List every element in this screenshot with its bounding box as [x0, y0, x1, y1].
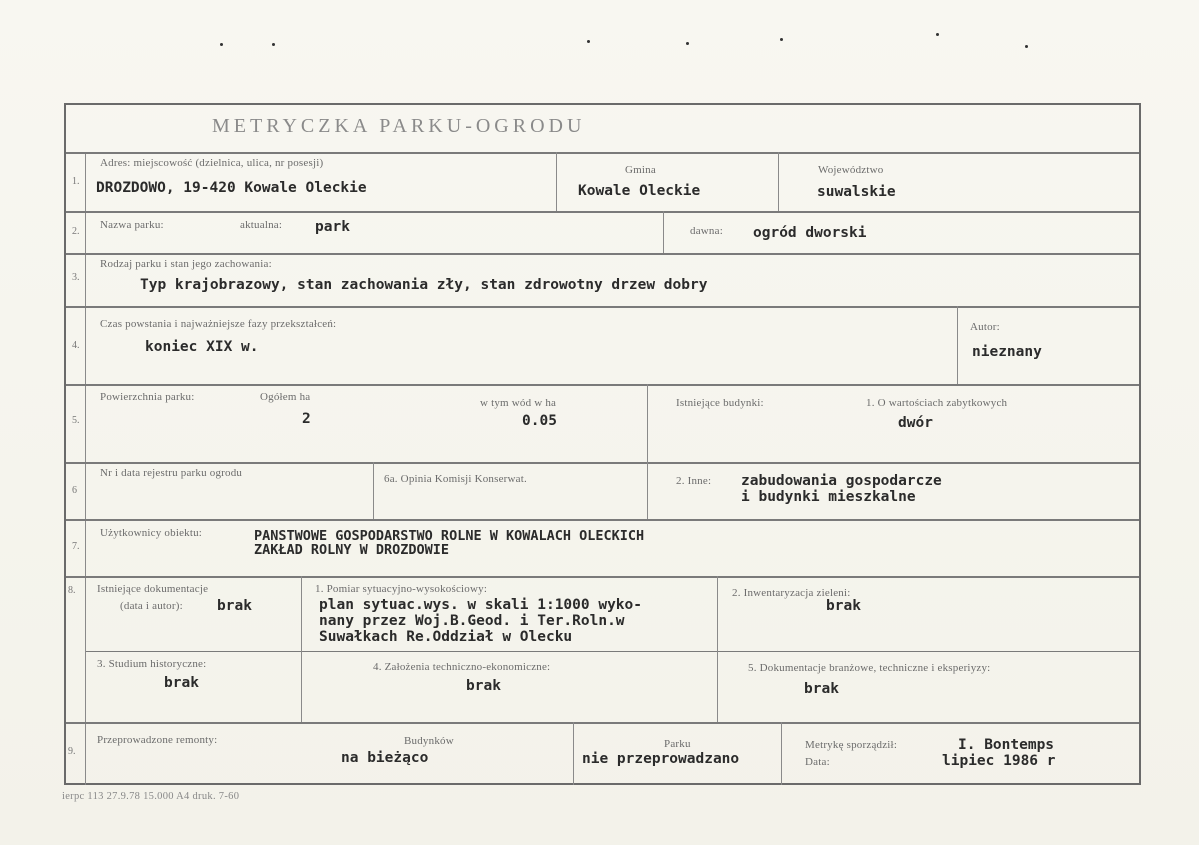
row-separator [86, 651, 1139, 652]
cell-divider [663, 211, 664, 253]
water-area-value: 0.05 [522, 413, 557, 429]
gmina-label: Gmina [625, 164, 656, 176]
park-type-value: Typ krajobrazowy, stan zachowania zły, stan zdrowotny drzew dobry [140, 277, 708, 293]
survey-value-2: nany przez Woj.B.Geod. i Ter.Roln.w [319, 613, 625, 629]
row-separator [66, 722, 1139, 724]
other-buildings-label: 2. Inne: [676, 475, 712, 487]
ink-mark [1025, 45, 1028, 48]
total-area-value: 2 [302, 411, 311, 427]
row-number: 4. [72, 340, 80, 351]
cell-divider [957, 306, 958, 384]
row-separator [66, 462, 1139, 464]
row-number: 6 [72, 485, 77, 496]
address-value: DROZDOWO, 19-420 Kowale Oleckie [96, 180, 367, 196]
documentation-label: Istniejące dokumentacje [97, 583, 209, 595]
row-number: 2. [72, 226, 80, 237]
conservation-opinion-label: 6a. Opinia Komisji Konserwat. [384, 473, 527, 485]
survey-value-3: Suwałkach Re.Oddział w Olecku [319, 629, 573, 645]
row-number: 8. [68, 585, 76, 596]
row-separator [66, 152, 1139, 154]
buildings-repairs-label: Budynków [404, 735, 454, 747]
ink-mark [780, 38, 783, 41]
monument-value-label: 1. O wartościach zabytkowych [866, 397, 1008, 409]
cell-divider [573, 722, 574, 785]
water-area-label: w tym wód w ha [480, 397, 557, 409]
documentation-value: brak [217, 598, 252, 614]
existing-buildings-label: Istniejące budynki: [676, 397, 764, 409]
voivodeship-label: Województwo [818, 164, 884, 176]
row-number: 7. [72, 541, 80, 552]
cell-divider [556, 152, 557, 211]
row-separator [66, 576, 1139, 578]
row-separator [66, 253, 1139, 255]
technical-assumptions-label: 4. Założenia techniczno-ekonomiczne: [373, 661, 551, 673]
creation-time-value: koniec XIX w. [145, 339, 259, 355]
cell-divider [373, 462, 374, 519]
greenery-inventory-label: 2. Inwentaryzacja zieleni: [732, 587, 851, 599]
historical-study-label: 3. Studium historyczne: [97, 658, 207, 670]
date-value: lipiec 1986 r [942, 753, 1056, 769]
gmina-value: Kowale Oleckie [578, 183, 701, 199]
historical-study-value: brak [164, 675, 199, 691]
row-number: 1. [72, 176, 80, 187]
row-number: 9. [68, 746, 76, 757]
row-separator [66, 384, 1139, 386]
cell-divider [301, 576, 302, 722]
date-label: Data: [805, 756, 830, 768]
register-label: Nr i data rejestru parku ogrodu [100, 467, 243, 479]
park-repairs-value: nie przeprowadzano [582, 751, 740, 767]
cell-divider [647, 384, 648, 462]
former-name-label: dawna: [690, 225, 723, 237]
documentation-sublabel: (data i autor): [120, 600, 183, 612]
branch-documentation-label: 5. Dokumentacje branżowe, techniczne i eksperiyzy: [748, 662, 991, 674]
park-type-label: Rodzaj parku i stan jego zachowania: [100, 258, 272, 270]
total-area-label: Ogółem ha [260, 391, 311, 403]
cell-divider [647, 462, 648, 519]
branch-documentation-value: brak [804, 681, 839, 697]
author-label: Autor: [970, 321, 1000, 333]
row-separator [66, 306, 1139, 308]
number-column-divider [85, 152, 86, 785]
ink-mark [220, 43, 223, 46]
park-repairs-label: Parku [664, 738, 691, 750]
creation-time-label: Czas powstania i najważniejsze fazy przekształceń: [100, 318, 337, 330]
monument-value: dwór [898, 415, 933, 431]
ink-mark [936, 33, 939, 36]
survey-value-1: plan sytuac.wys. w skali 1:1000 wyko- [319, 597, 643, 613]
other-buildings-value-2: i budynki mieszkalne [741, 489, 916, 505]
park-name-label: Nazwa parku: [100, 219, 164, 231]
cell-divider [781, 722, 782, 785]
former-name-value: ogród dworski [753, 225, 867, 241]
survey-label: 1. Pomiar sytuacyjno-wysokościowy: [315, 583, 488, 595]
print-footer: ierpc 113 27.9.78 15.000 A4 druk. 7-60 [62, 791, 240, 802]
form-frame [64, 103, 1141, 785]
row-separator [66, 519, 1139, 521]
users-label: Użytkownicy obiektu: [100, 527, 203, 539]
cell-divider [778, 152, 779, 211]
users-value-1: PANSTWOWE GOSPODARSTWO ROLNE W KOWALACH OLECKICH [254, 528, 645, 544]
repairs-label: Przeprowadzone remonty: [97, 734, 218, 746]
prepared-by-label: Metrykę sporządził: [805, 739, 898, 751]
address-label: Adres: miejscowość (dzielnica, ulica, nr posesji) [100, 157, 324, 169]
users-value-2: ZAKŁAD ROLNY W DROZDOWIE [254, 542, 450, 558]
current-name-label: aktualna: [240, 219, 283, 231]
row-separator [66, 211, 1139, 213]
ink-mark [587, 40, 590, 43]
ink-mark [686, 42, 689, 45]
other-buildings-value-1: zabudowania gospodarcze [741, 473, 942, 489]
buildings-repairs-value: na bieżąco [341, 750, 429, 766]
document-title: METRYCZKA PARKU-OGRODU [212, 115, 586, 137]
prepared-by-value: I. Bontemps [958, 737, 1055, 753]
area-label: Powierzchnia parku: [100, 391, 195, 403]
voivodeship-value: suwalskie [817, 184, 896, 200]
author-value: nieznany [972, 344, 1042, 360]
technical-assumptions-value: brak [466, 678, 501, 694]
greenery-inventory-value: brak [826, 598, 861, 614]
row-number: 5. [72, 415, 80, 426]
row-number: 3. [72, 272, 80, 283]
ink-mark [272, 43, 275, 46]
cell-divider [717, 576, 718, 722]
current-name-value: park [315, 219, 350, 235]
